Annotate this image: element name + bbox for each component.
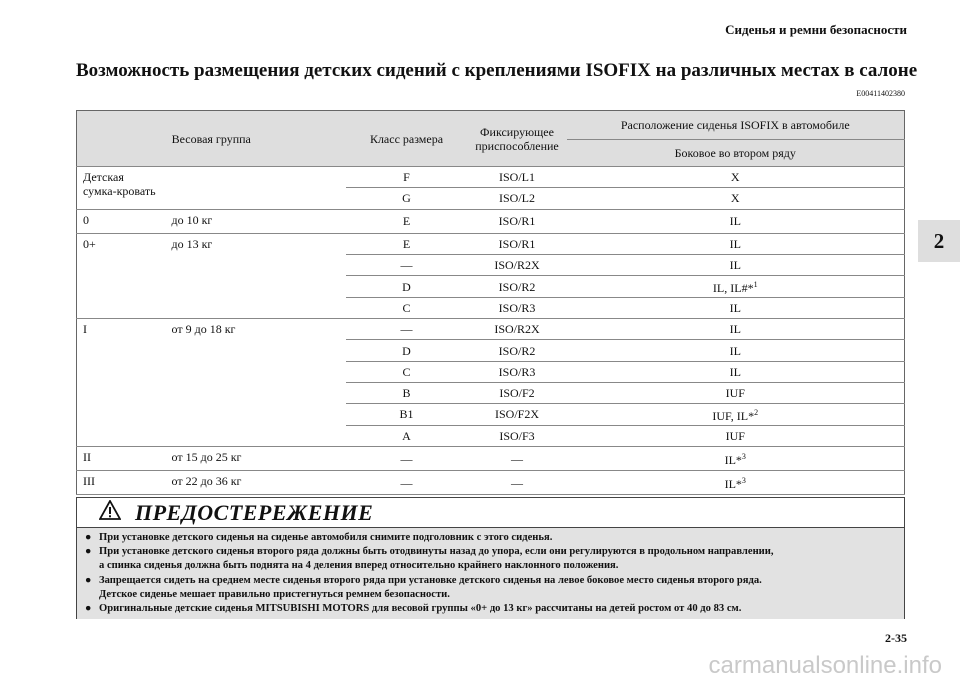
- cell-weight: до 10 кг: [166, 209, 346, 233]
- header-fixture: Фиксирующее приспособление: [468, 111, 567, 167]
- cell-group: I: [77, 319, 166, 447]
- cell-position-text: IUF: [725, 386, 745, 401]
- footnote-marker: 2: [754, 407, 759, 417]
- bullet-icon: ●: [85, 574, 92, 586]
- cell-fixture: ISO/L1: [468, 167, 567, 188]
- cell-size: —: [346, 446, 468, 470]
- cell-position-text: IL*: [724, 453, 742, 467]
- cell-fixture: —: [468, 446, 567, 470]
- warning-item: [85, 545, 898, 573]
- cell-weight: до 13 кг: [166, 233, 346, 318]
- page-title: Возможность размещения детских сидений с креплениями ISOFIX на различных местах в салоне: [76, 60, 918, 81]
- doc-code: E00411402380: [856, 89, 905, 98]
- cell-position: [567, 361, 905, 382]
- cell-size: C: [346, 297, 468, 318]
- cell-weight: [166, 167, 346, 210]
- cell-position: [567, 233, 905, 254]
- warning-item: [85, 574, 898, 602]
- cell-position: [567, 297, 905, 318]
- cell-fixture: ISO/R3: [468, 361, 567, 382]
- table-row: [77, 167, 905, 188]
- warning-item-text: Оригинальные детские сиденья MITSUBISHI MOTORS для весовой группы «0+ до 13 кг» рассчитаны на детей ростом от 40 до 83 см.: [99, 603, 742, 615]
- table-row: [77, 209, 905, 233]
- cell-size: D: [346, 340, 468, 361]
- cell-fixture: ISO/F2: [468, 382, 567, 403]
- cell-size: E: [346, 209, 468, 233]
- cell-position-text: IL*: [724, 477, 742, 492]
- cell-fixture: ISO/R3: [468, 297, 567, 318]
- cell-weight: от 22 до 36 кг: [166, 471, 346, 495]
- cell-size: D: [346, 276, 468, 297]
- warning-title-bar: [77, 498, 904, 528]
- cell-size: B1: [346, 404, 468, 425]
- header-location-sub: Боковое во втором ряду: [567, 140, 905, 167]
- cell-group: Детская сумка-кровать: [77, 167, 166, 210]
- cell-group: II: [77, 446, 166, 470]
- bullet-icon: ●: [85, 532, 92, 543]
- cell-fixture: ISO/R2X: [468, 255, 567, 276]
- cell-position: [567, 446, 905, 470]
- cell-position: [567, 471, 905, 495]
- cell-weight: от 9 до 18 кг: [166, 319, 346, 447]
- cell-size: C: [346, 361, 468, 382]
- cell-size: —: [346, 319, 468, 340]
- cell-fixture: ISO/F2X: [468, 404, 567, 425]
- table-row: [77, 446, 905, 470]
- cell-fixture: —: [468, 471, 567, 495]
- header-size-class: Класс размера: [346, 111, 468, 167]
- cell-position-text: IL: [729, 258, 741, 273]
- cell-position-text: X: [730, 170, 740, 185]
- cell-position-text: IL: [729, 214, 741, 229]
- header-location: Расположение сиденья ISOFIX в автомобиле: [567, 111, 905, 140]
- warning-body: [77, 528, 904, 619]
- header-weight-group: Весовая группа: [77, 111, 346, 167]
- cell-size: G: [346, 188, 468, 209]
- cell-position-text: IUF: [725, 428, 745, 443]
- cell-group: 0: [77, 209, 166, 233]
- page-number: 2-35: [885, 631, 907, 645]
- cell-size: E: [346, 233, 468, 254]
- cell-position-text: IL: [729, 364, 741, 379]
- table-row: [77, 471, 905, 495]
- cell-fixture: ISO/R2: [468, 340, 567, 361]
- cell-position: [567, 209, 905, 233]
- cell-position-text: IL: [729, 300, 741, 315]
- cell-fixture: ISO/R2X: [468, 319, 567, 340]
- cell-position: [567, 340, 905, 361]
- warning-item-text: При установке детского сиденья второго ряда должны быть отодвинуты назад до упора, если они регулируются в продольном направлении, а спинка сиденья должна быть поднята на 4 деления вперед относительно крайнего наклонного положения.: [99, 546, 774, 572]
- cell-position: [567, 276, 905, 297]
- footnote-marker: 1: [753, 280, 758, 290]
- table-row: [77, 319, 905, 340]
- cell-position: [567, 319, 905, 340]
- cell-position-text: IL: [729, 237, 741, 252]
- cell-size: F: [346, 167, 468, 188]
- bullet-icon: ●: [85, 546, 92, 558]
- section-header: Сиденья и ремни безопасности: [725, 22, 907, 37]
- chapter-tab: 2: [918, 220, 960, 262]
- cell-fixture: ISO/R1: [468, 233, 567, 254]
- cell-weight: от 15 до 25 кг: [166, 446, 346, 470]
- cell-position-text: IL: [729, 343, 741, 358]
- cell-position-text: IUF, IL*: [712, 408, 755, 423]
- cell-position-text: IL: [729, 322, 741, 337]
- cell-position: [567, 255, 905, 276]
- cell-group: 0+: [77, 233, 166, 318]
- cell-position-text: X: [730, 191, 740, 206]
- warning-box: [76, 497, 905, 619]
- cell-position: [567, 382, 905, 403]
- cell-fixture: ISO/L2: [468, 188, 567, 209]
- cell-size: —: [346, 471, 468, 495]
- table-row: [77, 233, 905, 254]
- warning-title: ПРЕДОСТЕРЕЖЕНИЕ: [135, 499, 374, 525]
- warning-item: [85, 531, 898, 545]
- cell-fixture: ISO/R1: [468, 209, 567, 233]
- cell-position: [567, 404, 905, 425]
- cell-position: [567, 425, 905, 446]
- isofix-table: [76, 110, 905, 495]
- watermark: carmanualsonline.info: [708, 652, 942, 679]
- table-body: [77, 167, 905, 495]
- footnote-marker: 3: [741, 476, 746, 486]
- warning-triangle-icon: [99, 500, 135, 525]
- cell-size: A: [346, 425, 468, 446]
- cell-fixture: ISO/F3: [468, 425, 567, 446]
- cell-position: [567, 167, 905, 188]
- warning-item-text: При установке детского сиденья на сиденье автомобиля снимите подголовник с этого сиденья.: [99, 532, 553, 543]
- cell-group: III: [77, 471, 166, 495]
- cell-size: —: [346, 255, 468, 276]
- cell-position-text: IL, IL#*: [712, 281, 754, 296]
- footnote-marker: 3: [741, 452, 746, 461]
- bullet-icon: ●: [85, 603, 92, 615]
- cell-position: [567, 188, 905, 209]
- cell-fixture: ISO/R2: [468, 276, 567, 297]
- cell-size: B: [346, 382, 468, 403]
- warning-item-text: Запрещается сидеть на среднем месте сиденья второго ряда при установке детского сиденья на левое боковое место сиденья второго ряда. Детское сиденье мешает правильно пристегнуться ремнем безопасности.: [99, 574, 762, 600]
- warning-item: [85, 602, 898, 616]
